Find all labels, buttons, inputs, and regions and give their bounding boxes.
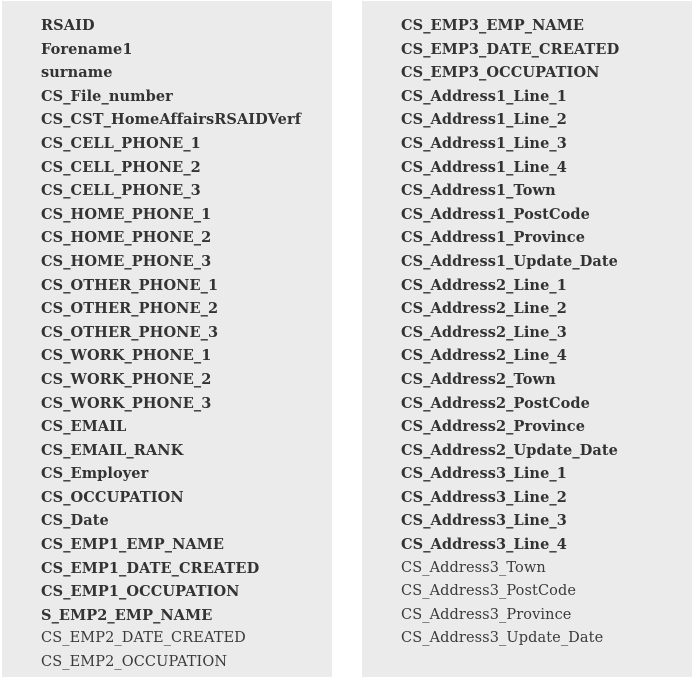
field-name-item: CS_Address2_PostCode xyxy=(401,394,590,412)
field-name-item: CS_Address1_Line_3 xyxy=(401,134,567,152)
field-name-item: CS_Address3_Line_4 xyxy=(401,536,567,554)
field-name-item: S_EMP2_EMP_NAME xyxy=(41,606,213,624)
field-name-item: CS_EMP3_OCCUPATION xyxy=(401,64,600,82)
field-name-item: CS_WORK_PHONE_1 xyxy=(41,347,212,365)
field-name-item: CS_CELL_PHONE_1 xyxy=(41,134,201,152)
field-name-item: CS_OTHER_PHONE_3 xyxy=(41,323,219,341)
field-name-item: CS_WORK_PHONE_3 xyxy=(41,394,212,412)
field-name-item: CS_Address1_Line_4 xyxy=(401,158,567,176)
field-name-item: CS_HOME_PHONE_3 xyxy=(41,252,212,270)
field-name-item: CS_Date xyxy=(41,512,109,530)
field-name-item: CS_HOME_PHONE_1 xyxy=(41,205,212,223)
field-name-item: CS_EMP1_EMP_NAME xyxy=(41,536,225,554)
field-name-item: CS_EMAIL_RANK xyxy=(41,441,184,459)
field-name-item: CS_WORK_PHONE_2 xyxy=(41,370,212,388)
field-name-item: CS_File_number xyxy=(41,87,173,105)
field-name-item: CS_EMP1_OCCUPATION xyxy=(41,583,240,601)
field-name-item: CS_Address1_Town xyxy=(401,182,556,200)
field-name-item: CS_CELL_PHONE_2 xyxy=(41,158,201,176)
field-name-item: CS_Employer xyxy=(41,465,149,483)
field-name-item: CS_Address1_Line_2 xyxy=(401,111,567,129)
field-name-item: CS_Address2_Update_Date xyxy=(401,441,619,459)
field-name-item: CS_Address1_PostCode xyxy=(401,205,590,223)
field-name-item: CS_CST_HomeAffairsRSAIDVerf xyxy=(41,111,302,129)
field-name-item: CS_OTHER_PHONE_2 xyxy=(41,300,219,318)
right-field-panel xyxy=(362,1,692,677)
field-name-item: CS_Address2_Line_3 xyxy=(401,323,567,341)
field-name-item: RSAID xyxy=(41,17,95,34)
right-field-list xyxy=(401,14,692,651)
field-name-item: CS_OTHER_PHONE_1 xyxy=(41,276,219,294)
field-name-item: CS_EMP2_OCCUPATION xyxy=(41,654,228,671)
left-field-list xyxy=(41,14,332,675)
field-name-item: CS_Address3_Update_Date xyxy=(401,630,604,647)
field-name-item: CS_Address1_Province xyxy=(401,229,586,247)
field-name-item: CS_EMP3_EMP_NAME xyxy=(401,17,585,34)
field-name-item: CS_CELL_PHONE_3 xyxy=(41,182,201,200)
field-name-item: CS_Address3_Line_3 xyxy=(401,512,567,530)
field-name-item: CS_Address2_Town xyxy=(401,370,556,388)
field-name-item: Forename1 xyxy=(41,40,133,58)
field-name-item: CS_Address3_PostCode xyxy=(401,583,577,600)
field-name-item: CS_Address1_Update_Date xyxy=(401,252,619,270)
field-name-item: CS_Address2_Line_4 xyxy=(401,347,567,365)
field-name-item: CS_Address3_Province xyxy=(401,606,572,623)
field-name-item: surname xyxy=(41,64,113,82)
field-name-item: CS_HOME_PHONE_2 xyxy=(41,229,212,247)
field-name-item: CS_EMAIL xyxy=(41,418,127,436)
field-name-item: CS_OCCUPATION xyxy=(41,488,184,506)
field-name-item: CS_Address2_Province xyxy=(401,418,586,436)
field-name-item: CS_Address2_Line_2 xyxy=(401,300,567,318)
field-name-item: CS_Address3_Line_2 xyxy=(401,488,567,506)
left-field-panel xyxy=(2,1,332,677)
field-name-item: CS_Address2_Line_1 xyxy=(401,276,567,294)
field-name-item: CS_Address3_Town xyxy=(401,559,546,576)
field-name-item: CS_EMP1_DATE_CREATED xyxy=(41,559,260,577)
field-name-item: CS_Address1_Line_1 xyxy=(401,87,567,105)
field-name-item: CS_EMP2_DATE_CREATED xyxy=(41,630,246,647)
field-name-item: CS_EMP3_DATE_CREATED xyxy=(401,40,620,58)
field-name-item: CS_Address3_Line_1 xyxy=(401,465,567,483)
